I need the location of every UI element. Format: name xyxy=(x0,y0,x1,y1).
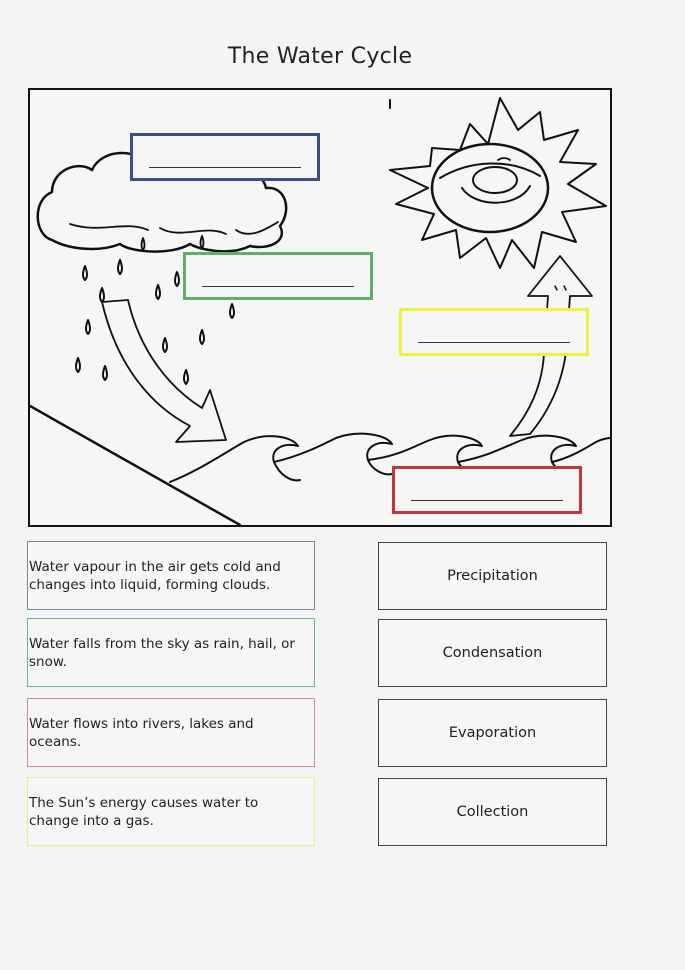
description-collection[interactable] xyxy=(27,698,315,767)
answer-line xyxy=(202,286,354,287)
label-box-green[interactable] xyxy=(183,252,373,300)
description-text: Water vapour in the air gets cold and changes into liquid, forming clouds. xyxy=(29,558,281,593)
term-label: Evaporation xyxy=(448,725,537,741)
sun-icon xyxy=(390,98,606,268)
description-precipitation[interactable] xyxy=(27,618,315,687)
term-label: Precipitation xyxy=(447,568,538,584)
term-label: Collection xyxy=(456,804,529,820)
answer-line xyxy=(411,500,563,501)
label-box-blue[interactable] xyxy=(130,133,320,181)
term-evaporation[interactable] xyxy=(378,699,607,767)
term-label: Condensation xyxy=(442,645,543,661)
description-evaporation[interactable] xyxy=(27,777,315,846)
answer-line xyxy=(149,167,301,168)
description-text: The Sun’s energy causes water to change into a gas. xyxy=(29,794,259,829)
arrow-icon xyxy=(102,300,226,442)
term-precipitation[interactable] xyxy=(378,542,607,610)
term-condensation[interactable] xyxy=(378,619,607,687)
label-box-yellow[interactable] xyxy=(399,308,589,356)
description-text: Water flows into rivers, lakes and oceans. xyxy=(29,715,254,750)
water-cycle-diagram xyxy=(28,88,612,527)
description-condensation[interactable] xyxy=(27,541,315,610)
description-text: Water falls from the sky as rain, hail, or snow. xyxy=(29,635,295,670)
label-box-red[interactable] xyxy=(392,466,582,514)
term-collection[interactable] xyxy=(378,778,607,846)
worksheet-title: The Water Cycle xyxy=(227,44,413,69)
answer-line xyxy=(418,342,570,343)
